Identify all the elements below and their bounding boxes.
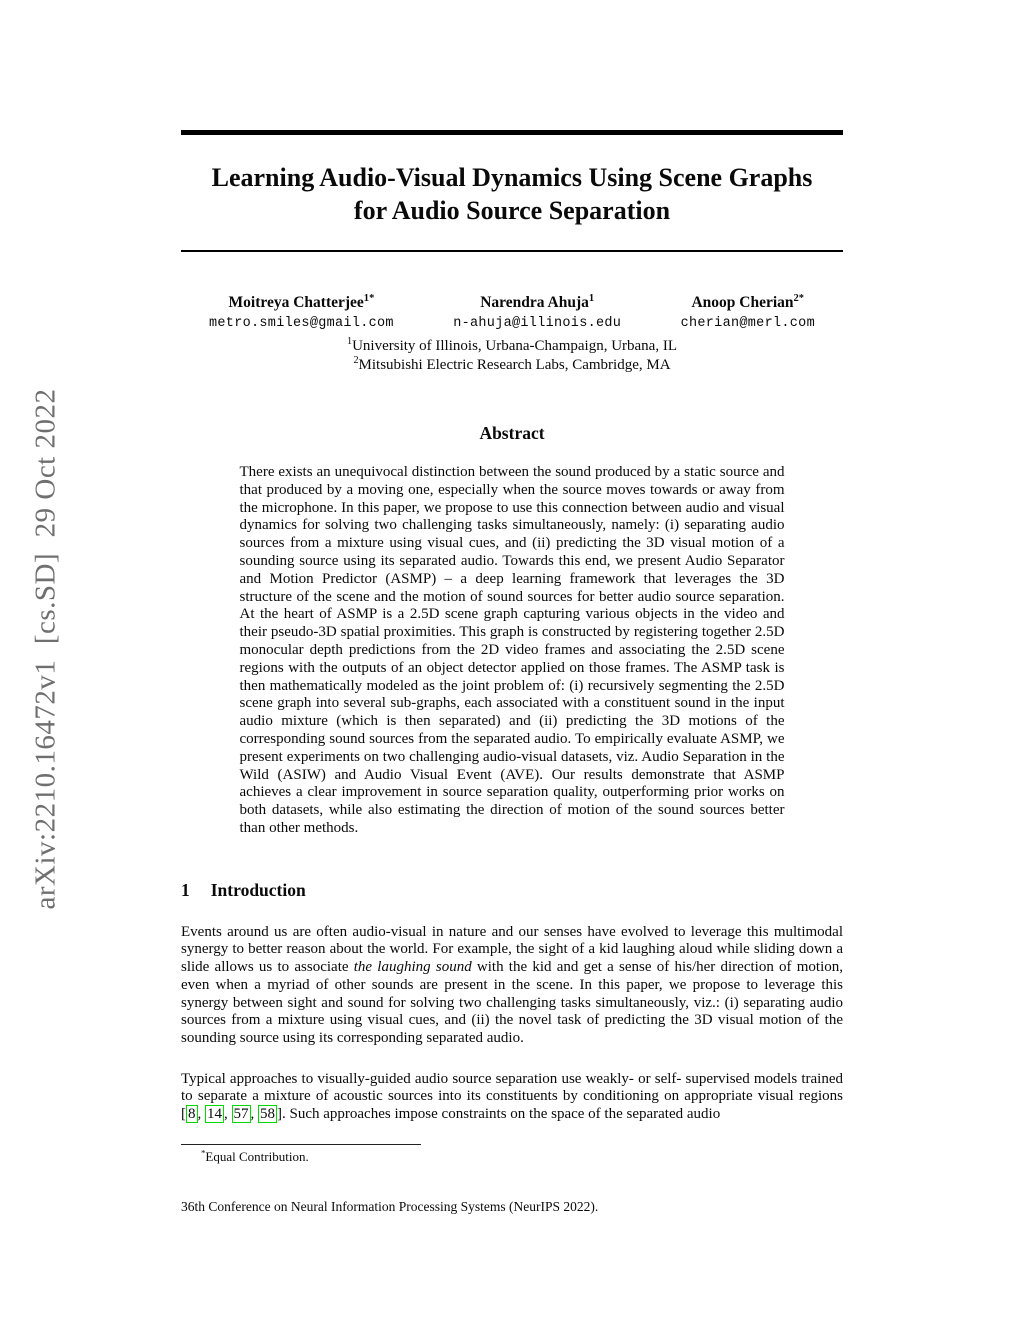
citation-link-57[interactable]: 57 [233,1106,249,1123]
citation-link-8[interactable]: 8 [188,1106,196,1123]
author-3 [681,294,815,332]
author-1-name-text: Moitreya Chatterjee [228,294,364,311]
abstract-heading: Abstract [479,423,545,443]
section-title: Introduction [210,879,306,900]
author-1-name [209,294,394,312]
section-number: 1 [181,879,190,900]
affiliation-2-text: Mitsubishi Electric Research Labs, Cambridge, MA [358,357,671,373]
affiliation-2-superscript: 2 [353,355,359,366]
footnote-text: Equal Contribution. [205,1149,309,1165]
author-3-email[interactable]: cherian@merl.com [680,316,815,331]
top-rule [181,130,843,135]
author-3-superscript: 2* [793,292,805,304]
author-1-superscript: 1* [363,292,375,304]
para2-text-after: ]. Such approaches impose constraints on the space of the separated audio [277,1106,721,1123]
author-2-name [453,294,621,312]
paper-title-line1: Learning Audio-Visual Dynamics Using Scene Graphs [211,163,813,192]
abstract-body: There exists an unequivocal distinction between the sound produced by a static source and that produced by a moving one, especially when the source moves towards or away from the microphone. In this paper, we propose to use this connection between audio and visual dynamics for solving two challenging tasks simultaneously, namely: (i) separating audio sources from a mixture using visual cues, and (ii) predicting the 3D visual motion of a sounding source using its separated audio. Towards this end, we present Audio Separator and Motion Predictor (ASMP) – a deep learning framework that leverages the 3D structure of the scene and the motion of sound sources for better audio source separation. At the heart of ASMP is a 2.5D scene graph capturing various objects in the video and their pseudo-3D spatial proximities. This graph is constructed by registering together 2.5D monocular depth predictions from the 2D video frames and associating the 2.5D scene regions with the outputs of an object detector applied on those frames. The ASMP task is then mathematically modeled as the joint problem of: (i) recursively segmenting the 2.5D scene graph into several sub-graphs, each associated with a constituent sound in the input audio mixture (which is then separated) and (ii) predicting the 3D motions of the corresponding sound sources from the separated audio. To empirically evaluate ASMP, we present experiments on two challenging audio-visual datasets, viz. Audio Separation in the Wild (ASIW) and Audio Visual Event (AVE). Our results demonstrate that ASMP achieves a clear improvement in source separation quality, outperforming prior works on both datasets, while also estimating the direction of motion of the sound sources better than other methods. [239,464,785,836]
author-2-email[interactable]: n-ahuja@illinois.edu [453,316,622,331]
paper-title-line2: for Audio Source Separation [353,196,671,225]
affiliation-2 [181,356,843,375]
citation-separator: , [250,1106,258,1123]
section-heading-introduction [181,880,843,901]
author-2-superscript: 1 [588,292,595,304]
introduction-paragraph-2 [181,1071,843,1124]
author-3-name-text: Anoop Cherian [691,294,794,311]
para1-text-after: with the kid and get a sense of his/her direction of motion, even when a myriad of other sounds are present in the scene. In this paper, we propose to leverage this synergy between sight and sound for solving two challenging tasks simultaneously, viz.: (i) separating audio sources from a mixture using visual cues, and (ii) the novel task of predicting the 3D visual motion of the sounding source using its corresponding separated audio. [181,959,844,1046]
arxiv-watermark: arXiv:2210.16472v1 [cs.SD] 29 Oct 2022 [29,388,62,910]
paper-title [181,161,843,227]
author-1-email[interactable]: metro.smiles@gmail.com [209,316,394,331]
title-rule [181,250,843,252]
para2-text-before: Typical approaches to visually-guided audio source separation use weakly- or self- supervised models trained to separate a mixture of acoustic sources into its constituents by conditioning on appropriate visual regions [ [181,1070,843,1123]
author-1 [209,294,394,332]
citation-separator: , [197,1106,205,1123]
paper-content [181,0,843,1215]
author-2 [453,294,621,332]
citation-link-14[interactable]: 14 [207,1106,222,1123]
citation-separator: , [224,1106,232,1123]
authors-row [181,294,843,332]
para1-text-before: Events around us are often audio-visual in nature and our senses have evolved to leverage this multimodal synergy to better reason about the world. For example, the sight of a kid laughing aloud while sliding down a slide allows us to associate [181,923,843,976]
affiliation-1-superscript: 1 [346,336,353,347]
author-2-name-text: Narendra Ahuja [480,294,589,311]
footnote [181,1149,843,1165]
affiliation-1 [181,337,843,356]
affiliation-1-text: University of Illinois, Urbana-Champaign, Urbana, IL [352,338,677,354]
introduction-paragraph-1 [181,924,843,1048]
conference-footer: 36th Conference on Neural Information Processing Systems (NeurIPS 2022). [181,1199,599,1215]
para1-italic-phrase: the laughing sound [353,959,472,976]
author-3-name [681,294,815,312]
citation-link-58[interactable]: 58 [260,1106,275,1123]
footnote-rule [181,1144,421,1146]
footnote-marker: * [201,1147,206,1158]
